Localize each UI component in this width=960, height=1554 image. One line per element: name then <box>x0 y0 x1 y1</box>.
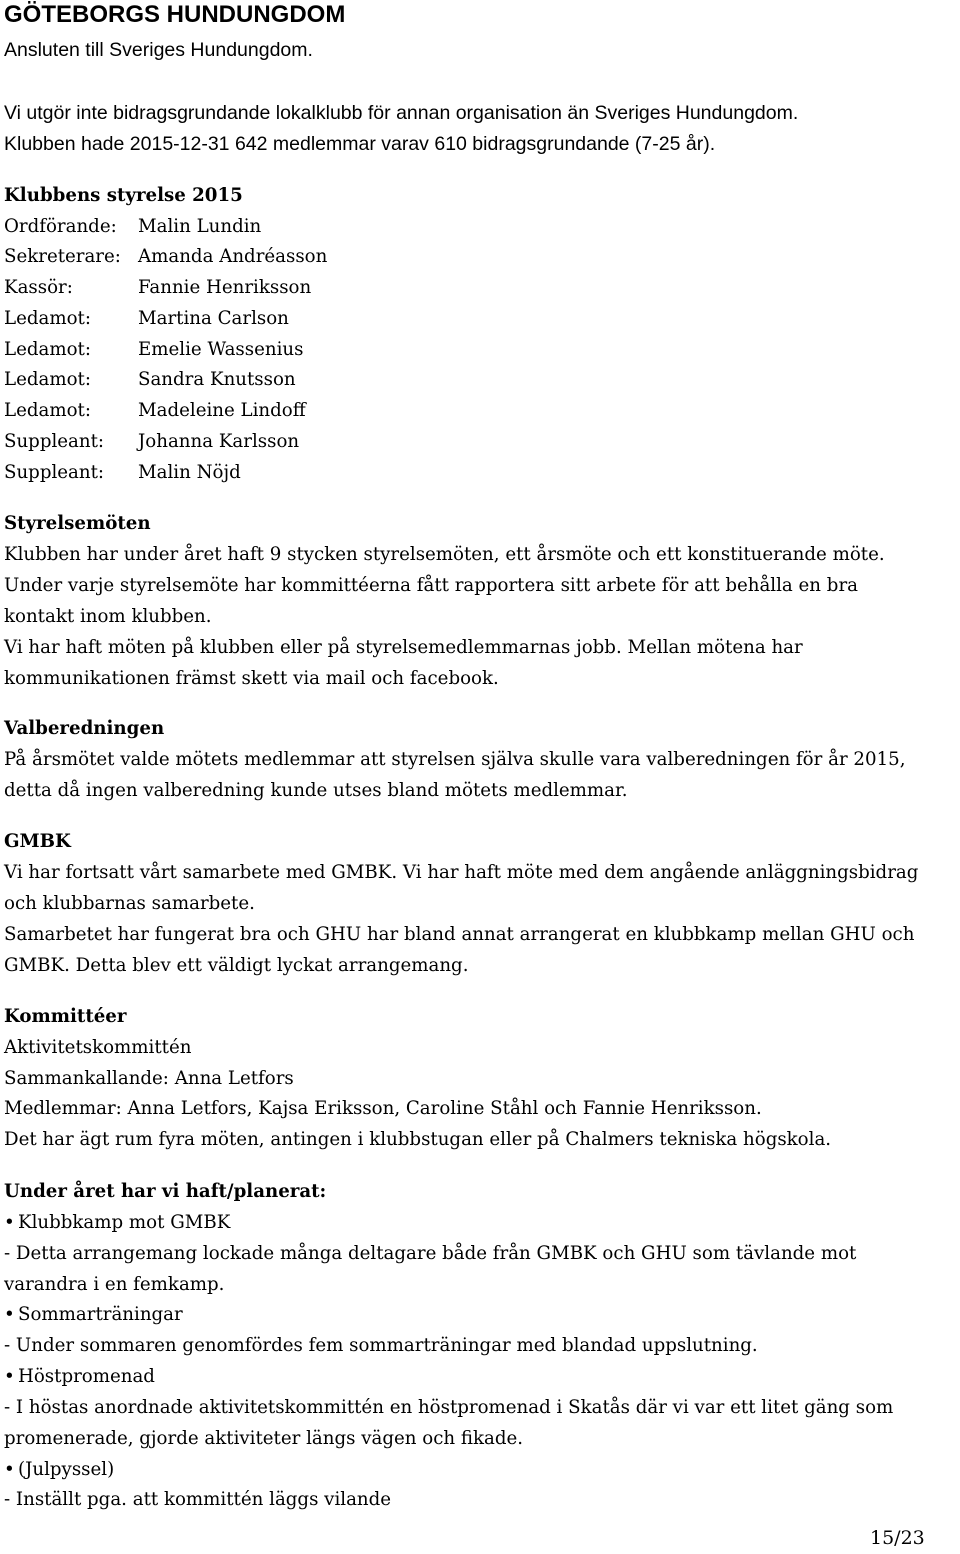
paragraph-line: Klubben har under året haft 9 stycken styrelsemöten, ett årsmöte och ett konstituerande möte. <box>4 544 885 565</box>
intro-line: Klubben hade 2015-12-31 642 medlemmar varav 610 bidragsgrundande (7-25 år). <box>4 133 716 155</box>
section-heading-meetings: Styrelsemöten <box>4 513 151 534</box>
paragraph-line: Sammankallande: Anna Letfors <box>4 1068 294 1089</box>
member-name: Malin Lundin <box>138 216 262 237</box>
bullet-icon: • <box>4 1304 15 1325</box>
role-label: Ordförande: <box>4 216 117 237</box>
board-member-row <box>4 399 306 423</box>
section-heading-activities: Under året har vi haft/planerat: <box>4 1181 327 1202</box>
board-member-row <box>4 338 303 362</box>
list-item-title: (Julpyssel) <box>18 1459 115 1480</box>
paragraph-line: Medlemmar: Anna Letfors, Kajsa Eriksson, Caroline Ståhl och Fannie Henriksson. <box>4 1098 762 1119</box>
list-item-desc: - Detta arrangemang lockade många deltagare både från GMBK och GHU som tävlande mot <box>4 1243 857 1264</box>
member-name: Fannie Henriksson <box>138 277 312 298</box>
board-member-row <box>4 276 311 300</box>
role-label: Kassör: <box>4 277 73 298</box>
paragraph-line: Vi har haft möten på klubben eller på styrelsemedlemmarnas jobb. Mellan mötena har <box>4 637 803 658</box>
list-item-desc: - I höstas anordnade aktivitetskommittén en höstpromenad i Skatås där vi var ett litet gäng som <box>4 1397 894 1418</box>
list-item-desc: - Under sommaren genomfördes fem sommarträningar med blandad uppslutning. <box>4 1335 758 1356</box>
paragraph-line: Vi har fortsatt vårt samarbete med GMBK. Vi har haft möte med dem angående anläggningsbidrag <box>4 862 919 883</box>
role-label: Ledamot: <box>4 369 91 390</box>
list-item-desc: promenerade, gjorde aktiviteter längs vägen och fikade. <box>4 1428 524 1449</box>
member-name: Madeleine Lindoff <box>138 400 306 421</box>
section-heading-nomination: Valberedningen <box>4 718 165 739</box>
board-member-row <box>4 245 327 269</box>
bullet-icon: • <box>4 1366 15 1387</box>
paragraph-line: detta då ingen valberedning kunde utses bland mötets medlemmar. <box>4 780 628 801</box>
member-name: Emelie Wassenius <box>138 339 304 360</box>
section-heading-committees: Kommittéer <box>4 1006 127 1027</box>
intro-line: Vi utgör inte bidragsgrundande lokalklubb för annan organisation än Sveriges Hundungdom. <box>4 102 799 124</box>
member-name: Johanna Karlsson <box>138 431 300 452</box>
page-title: GÖTEBORGS HUNDUNGDOM <box>4 1 346 28</box>
role-label: Suppleant: <box>4 462 105 483</box>
paragraph-line: Det har ägt rum fyra möten, antingen i klubbstugan eller på Chalmers tekniska högskola. <box>4 1129 832 1150</box>
list-item <box>4 1211 230 1235</box>
paragraph-line: GMBK. Detta blev ett väldigt lyckat arrangemang. <box>4 955 469 976</box>
bullet-icon: • <box>4 1459 15 1480</box>
role-label: Ledamot: <box>4 339 91 360</box>
board-heading: Klubbens styrelse 2015 <box>4 185 243 206</box>
member-name: Amanda Andréasson <box>138 246 328 267</box>
member-name: Martina Carlson <box>138 308 289 329</box>
board-member-row <box>4 215 261 239</box>
list-item-desc: varandra i en femkamp. <box>4 1274 225 1295</box>
list-item <box>4 1303 183 1327</box>
list-item-desc: - Inställt pga. att kommittén läggs vilande <box>4 1489 392 1510</box>
paragraph-line: Under varje styrelsemöte har kommittéerna fått rapportera sitt arbete för att behålla en bra <box>4 575 858 596</box>
bullet-icon: • <box>4 1212 15 1233</box>
member-name: Malin Nöjd <box>138 462 241 483</box>
paragraph-line: och klubbarnas samarbete. <box>4 893 255 914</box>
board-member-row <box>4 461 241 485</box>
role-label: Sekreterare: <box>4 246 121 267</box>
page-number: 15/23 <box>870 1527 925 1549</box>
board-member-row <box>4 430 299 454</box>
paragraph-line: kontakt inom klubben. <box>4 606 212 627</box>
list-item-title: Klubbkamp mot GMBK <box>18 1212 231 1233</box>
board-member-row <box>4 307 289 331</box>
role-label: Suppleant: <box>4 431 105 452</box>
section-heading-gmbk: GMBK <box>4 831 71 852</box>
paragraph-line: kommunikationen främst skett via mail och facebook. <box>4 668 499 689</box>
role-label: Ledamot: <box>4 308 91 329</box>
member-name: Sandra Knutsson <box>138 369 296 390</box>
list-item <box>4 1458 114 1482</box>
list-item-title: Höstpromenad <box>18 1366 155 1387</box>
paragraph-line: Samarbetet har fungerat bra och GHU har bland annat arrangerat en klubbkamp mellan GHU och <box>4 924 915 945</box>
subtitle: Ansluten till Sveriges Hundungdom. <box>4 39 313 61</box>
list-item-title: Sommarträningar <box>18 1304 183 1325</box>
list-item <box>4 1365 155 1389</box>
board-member-row <box>4 368 296 392</box>
paragraph-line: Aktivitetskommittén <box>4 1037 192 1058</box>
paragraph-line: På årsmötet valde mötets medlemmar att styrelsen själva skulle vara valberedningen för år 2015, <box>4 749 906 770</box>
role-label: Ledamot: <box>4 400 91 421</box>
